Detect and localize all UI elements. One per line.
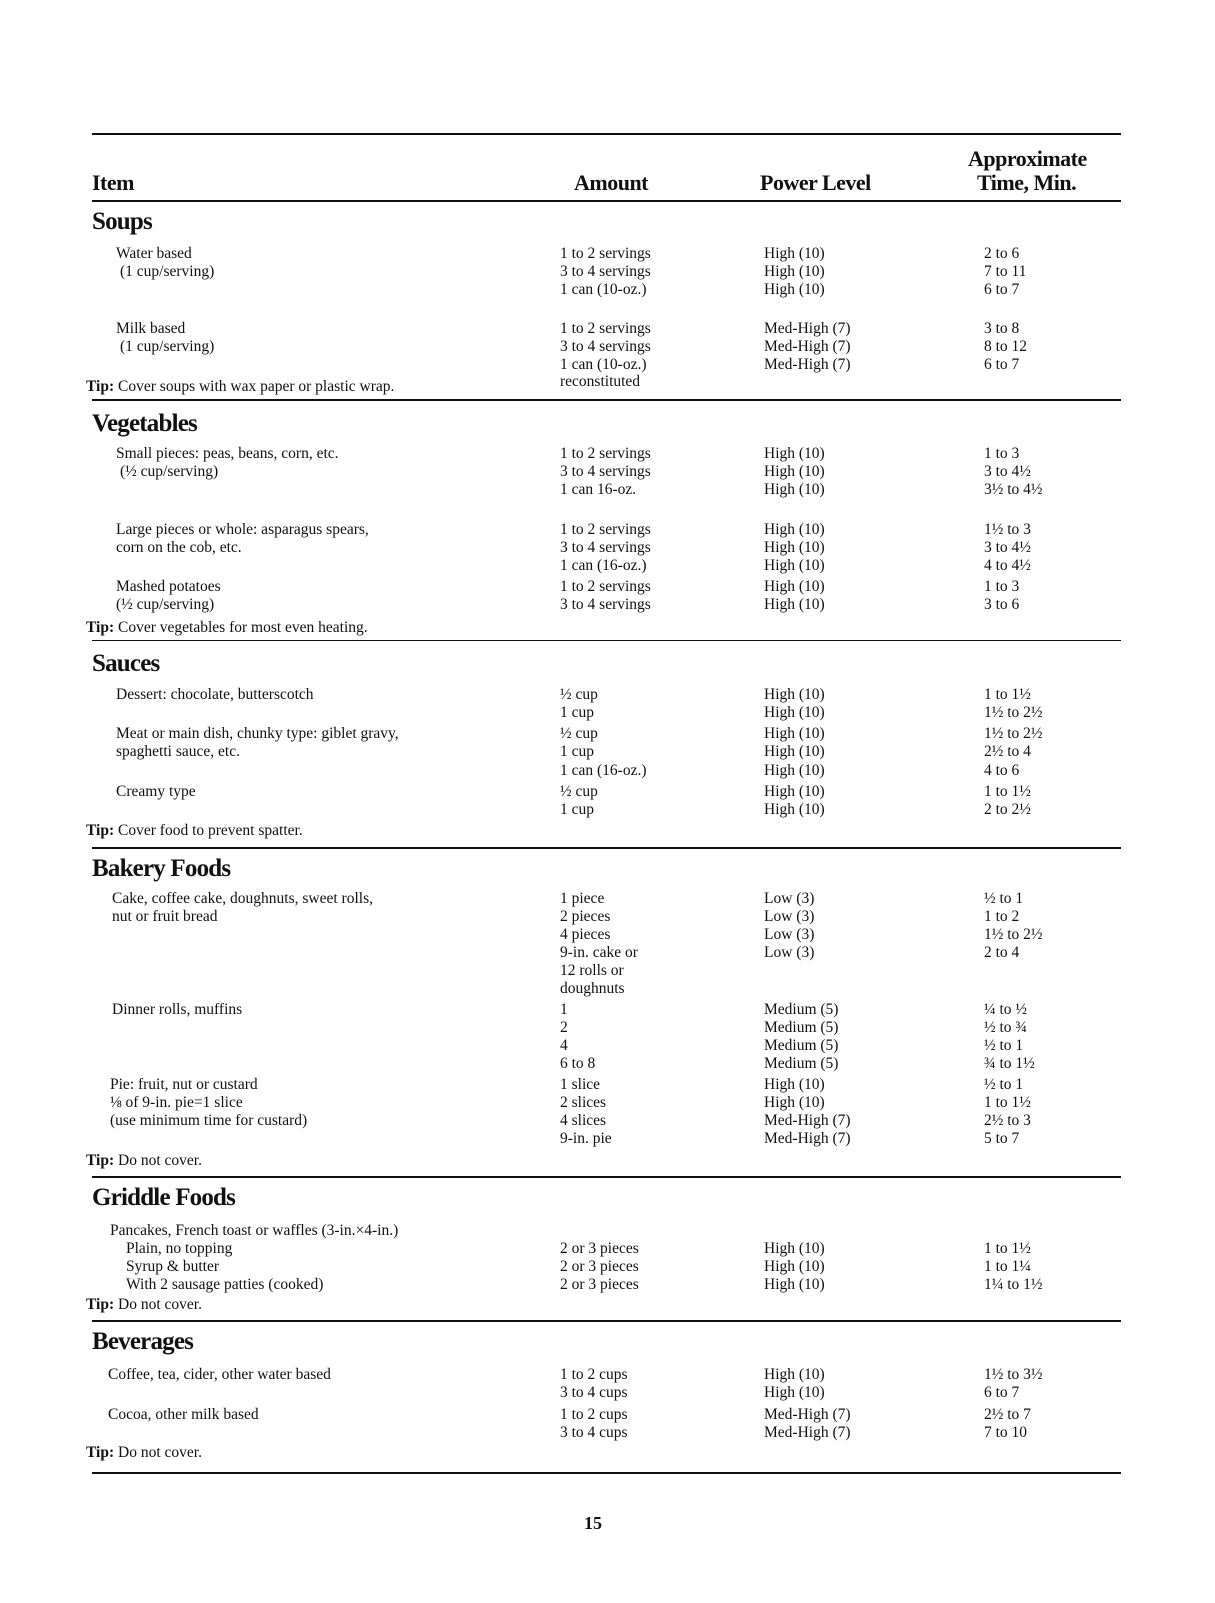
sauces-row-1-power: High (10) [764,704,825,721]
vegetables-row-1-amount: 3 to 4 servings [560,463,651,480]
vegetables-row-5-time: 4 to 4½ [984,557,1031,574]
soups-row-0-time: 2 to 6 [984,245,1020,262]
sauces-row-0-item: Dessert: chocolate, butterscotch [116,686,314,703]
bakery-row-10-power: High (10) [764,1076,825,1093]
section-title-griddle-foods: Griddle Foods [92,1184,236,1211]
bakery-row-6-time: ¼ to ½ [984,1001,1028,1018]
bakery-row-13-time: 5 to 7 [984,1130,1020,1147]
soups-row-6-amount: reconstituted [560,373,641,390]
vegetables-row-3-power: High (10) [764,521,825,538]
vegetables-row-0-amount: 1 to 2 servings [560,445,651,462]
sauces-row-6-amount: 1 cup [560,801,595,818]
section-title-vegetables: Vegetables [92,410,197,437]
tip-label: Tip: [86,1444,115,1461]
soups-row-0-item: Water based [116,245,192,262]
sauces-row-2-amount: ½ cup [560,725,598,742]
vegetables-row-3-item: Large pieces or whole: asparagus spears, [116,521,369,538]
page-number: 15 [584,1513,602,1533]
bakery-row-4-amount: 12 rolls or [560,962,624,979]
beverages-row-0-amount: 1 to 2 cups [560,1366,628,1383]
vegetables-row-6-power: High (10) [764,578,825,595]
bakery-row-3-time: 2 to 4 [984,944,1020,961]
griddle-row-2-item: Syrup & butter [126,1258,219,1275]
bakery-row-6-item: Dinner rolls, muffins [112,1001,243,1018]
beverages-row-3-time: 7 to 10 [984,1424,1028,1441]
vegetables-row-0-power: High (10) [764,445,825,462]
vegetables-row-4-amount: 3 to 4 servings [560,539,651,556]
vegetables-row-2-amount: 1 can 16-oz. [560,481,637,498]
bakery-row-3-amount: 9-in. cake or [560,944,638,961]
soups-row-1-power: High (10) [764,263,825,280]
beverages-row-2-power: Med-High (7) [764,1406,851,1423]
bakery-row-9-time: ¾ to 1½ [984,1055,1035,1072]
sauces-row-6-power: High (10) [764,801,825,818]
bakery-row-6-amount: 1 [560,1001,568,1018]
sauces-row-4-time: 4 to 6 [984,762,1020,779]
vegetables-row-3-amount: 1 to 2 servings [560,521,651,538]
bakery-row-13-power: Med-High (7) [764,1130,851,1147]
soups-row-3-time: 3 to 8 [984,320,1020,337]
soups-row-2-amount: 1 can (10-oz.) [560,281,647,298]
bakery-row-9-power: Medium (5) [764,1055,839,1072]
griddle-row-3-time: 1¼ to 1½ [984,1276,1043,1293]
section-title-bakery-foods: Bakery Foods [92,855,231,882]
beverages-row-0-item: Coffee, tea, cider, other water based [108,1366,331,1383]
bakery-row-0-time: ½ to 1 [984,890,1024,907]
tip-label: Tip: [86,822,115,839]
soups-row-1-item: (1 cup/serving) [120,263,215,280]
bakery-divider [92,1176,1121,1178]
griddle-row-1-item: Plain, no topping [126,1240,233,1257]
bakery-row-13-amount: 9-in. pie [560,1130,612,1147]
bakery-row-0-power: Low (3) [764,890,815,907]
tip-text: Do not cover. [118,1444,202,1461]
header-amount: Amount [574,170,649,195]
vegetables-row-3-time: 1½ to 3 [984,521,1031,538]
griddle-row-0-item: Pancakes, French toast or waffles (3-in.×4-in.) [110,1222,399,1239]
griddle-row-2-power: High (10) [764,1258,825,1275]
sauces-divider [92,847,1121,849]
tip-text: Do not cover. [118,1152,202,1169]
soups-row-2-time: 6 to 7 [984,281,1020,298]
bakery-row-6-power: Medium (5) [764,1001,839,1018]
vegetables-row-4-item: corn on the cob, etc. [116,539,242,556]
bakery-row-7-time: ½ to ¾ [984,1019,1028,1036]
bakery-row-1-amount: 2 pieces [560,908,611,925]
tip-text: Cover vegetables for most even heating. [118,619,368,636]
bakery-row-12-amount: 4 slices [560,1112,607,1129]
vegetables-row-0-item: Small pieces: peas, beans, corn, etc. [116,445,339,462]
soups-row-4-power: Med-High (7) [764,338,851,355]
soups-row-0-amount: 1 to 2 servings [560,245,651,262]
vegetables-row-0-time: 1 to 3 [984,445,1020,462]
bakery-row-7-amount: 2 [560,1019,568,1036]
bakery-row-8-power: Medium (5) [764,1037,839,1054]
griddle-row-3-amount: 2 or 3 pieces [560,1276,639,1293]
soups-row-5-amount: 1 can (10-oz.) [560,356,647,373]
soups-divider [92,399,1121,401]
beverages-row-1-time: 6 to 7 [984,1384,1020,1401]
tip-text: Do not cover. [118,1296,202,1313]
vegetables-row-2-time: 3½ to 4½ [984,481,1043,498]
tip-bakery [86,1152,202,1170]
beverages-row-3-amount: 3 to 4 cups [560,1424,628,1441]
bakery-row-0-amount: 1 piece [560,890,605,907]
bakery-row-8-time: ½ to 1 [984,1037,1024,1054]
vegetables-divider [92,640,1121,641]
beverages-row-2-time: 2½ to 7 [984,1406,1031,1423]
tip-soups [86,378,394,396]
sauces-row-1-time: 1½ to 2½ [984,704,1043,721]
bakery-row-7-power: Medium (5) [764,1019,839,1036]
bakery-row-12-item: (use minimum time for custard) [110,1112,308,1129]
tip-label: Tip: [86,1152,115,1169]
vegetables-row-7-item: (½ cup/serving) [116,596,215,613]
sauces-row-0-amount: ½ cup [560,686,598,703]
tip-label: Tip: [86,378,115,395]
vegetables-row-4-time: 3 to 4½ [984,539,1031,556]
bakery-row-8-amount: 4 [560,1037,568,1054]
bakery-row-11-time: 1 to 1½ [984,1094,1031,1111]
bakery-row-2-power: Low (3) [764,926,815,943]
bakery-row-0-item: Cake, coffee cake, doughnuts, sweet rolls, [112,890,373,907]
section-title-soups: Soups [92,208,152,235]
griddle-row-1-amount: 2 or 3 pieces [560,1240,639,1257]
bakery-row-1-time: 1 to 2 [984,908,1020,925]
sauces-row-0-time: 1 to 1½ [984,686,1031,703]
beverages-row-0-power: High (10) [764,1366,825,1383]
vegetables-row-5-power: High (10) [764,557,825,574]
vegetables-row-7-time: 3 to 6 [984,596,1020,613]
vegetables-row-7-power: High (10) [764,596,825,613]
sauces-row-3-amount: 1 cup [560,743,595,760]
bakery-row-2-time: 1½ to 2½ [984,926,1043,943]
header-item: Item [92,170,134,195]
sauces-row-3-time: 2½ to 4 [984,743,1031,760]
header-rule [92,200,1121,202]
griddle-row-1-time: 1 to 1½ [984,1240,1031,1257]
sauces-row-6-time: 2 to 2½ [984,801,1031,818]
tip-vegetables [86,619,368,637]
header-time-line1: Approximate [968,146,1087,171]
bakery-row-12-time: 2½ to 3 [984,1112,1031,1129]
sauces-row-4-amount: 1 can (16-oz.) [560,762,647,779]
tip-beverages [86,1444,202,1462]
bakery-row-11-amount: 2 slices [560,1094,607,1111]
soups-row-3-power: Med-High (7) [764,320,851,337]
sauces-row-3-item: spaghetti sauce, etc. [116,743,240,760]
header-power-level: Power Level [760,170,871,195]
bakery-row-10-time: ½ to 1 [984,1076,1024,1093]
vegetables-row-6-amount: 1 to 2 servings [560,578,651,595]
beverages-row-1-amount: 3 to 4 cups [560,1384,628,1401]
griddle-row-2-time: 1 to 1¼ [984,1258,1031,1275]
sauces-row-3-power: High (10) [764,743,825,760]
griddle-row-2-amount: 2 or 3 pieces [560,1258,639,1275]
bakery-row-5-amount: doughnuts [560,980,625,997]
tip-text: Cover food to prevent spatter. [118,822,303,839]
griddle-row-1-power: High (10) [764,1240,825,1257]
sauces-row-5-amount: ½ cup [560,783,598,800]
top-rule [92,133,1121,135]
vegetables-row-4-power: High (10) [764,539,825,556]
soups-row-3-item: Milk based [116,320,186,337]
bottom-rule [92,1472,1121,1474]
vegetables-row-1-item: (½ cup/serving) [120,463,219,480]
bakery-row-9-amount: 6 to 8 [560,1055,596,1072]
beverages-row-1-power: High (10) [764,1384,825,1401]
soups-row-4-item: (1 cup/serving) [120,338,215,355]
vegetables-row-6-time: 1 to 3 [984,578,1020,595]
soups-row-4-amount: 3 to 4 servings [560,338,651,355]
tip-sauces [86,822,303,840]
header-time-line2: Time, Min. [977,170,1077,195]
vegetables-row-5-amount: 1 can (16-oz.) [560,557,647,574]
bakery-row-1-power: Low (3) [764,908,815,925]
griddle-divider [92,1320,1121,1322]
bakery-row-12-power: Med-High (7) [764,1112,851,1129]
sauces-row-1-amount: 1 cup [560,704,595,721]
beverages-row-3-power: Med-High (7) [764,1424,851,1441]
bakery-row-2-amount: 4 pieces [560,926,611,943]
beverages-row-0-time: 1½ to 3½ [984,1366,1043,1383]
bakery-row-11-item: ⅛ of 9-in. pie=1 slice [110,1094,243,1111]
bakery-row-10-amount: 1 slice [560,1076,601,1093]
soups-row-2-power: High (10) [764,281,825,298]
beverages-row-2-item: Cocoa, other milk based [108,1406,259,1423]
vegetables-row-6-item: Mashed potatoes [116,578,221,595]
sauces-row-2-power: High (10) [764,725,825,742]
tip-label: Tip: [86,1296,115,1313]
sauces-row-5-time: 1 to 1½ [984,783,1031,800]
sauces-row-5-power: High (10) [764,783,825,800]
griddle-row-3-item: With 2 sausage patties (cooked) [126,1276,324,1293]
vegetables-row-1-power: High (10) [764,463,825,480]
sauces-row-5-item: Creamy type [116,783,196,800]
soups-row-5-time: 6 to 7 [984,356,1020,373]
sauces-row-2-time: 1½ to 2½ [984,725,1043,742]
bakery-row-1-item: nut or fruit bread [112,908,218,925]
tip-text: Cover soups with wax paper or plastic wrap. [118,378,395,395]
vegetables-row-2-power: High (10) [764,481,825,498]
soups-row-1-time: 7 to 11 [984,263,1027,280]
vegetables-row-7-amount: 3 to 4 servings [560,596,651,613]
sauces-row-4-power: High (10) [764,762,825,779]
soups-row-3-amount: 1 to 2 servings [560,320,651,337]
griddle-row-3-power: High (10) [764,1276,825,1293]
tip-griddle [86,1296,202,1314]
soups-row-1-amount: 3 to 4 servings [560,263,651,280]
soups-row-4-time: 8 to 12 [984,338,1028,355]
sauces-row-0-power: High (10) [764,686,825,703]
bakery-row-11-power: High (10) [764,1094,825,1111]
sauces-row-2-item: Meat or main dish, chunky type: giblet gravy, [116,725,399,742]
beverages-row-2-amount: 1 to 2 cups [560,1406,628,1423]
bakery-row-3-power: Low (3) [764,944,815,961]
tip-label: Tip: [86,619,115,636]
section-title-sauces: Sauces [92,650,160,677]
bakery-row-10-item: Pie: fruit, nut or custard [110,1076,258,1093]
section-title-beverages: Beverages [92,1328,194,1355]
vegetables-row-1-time: 3 to 4½ [984,463,1031,480]
soups-row-0-power: High (10) [764,245,825,262]
soups-row-5-power: Med-High (7) [764,356,851,373]
